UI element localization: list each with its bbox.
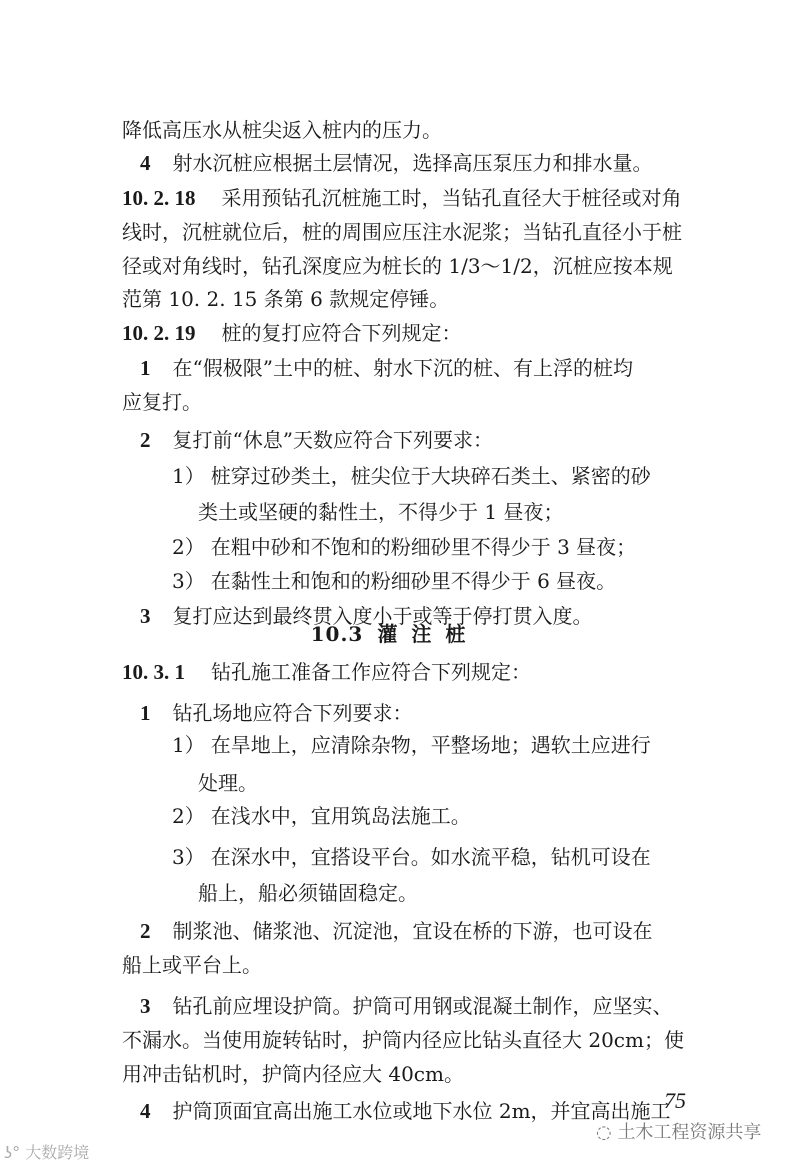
line-text: 桩穿过砂类土，桩尖位于大块碎石类土、紧密的砂	[210, 464, 651, 488]
line-text: 船上或平台上。	[122, 953, 262, 977]
item-number: 2	[140, 919, 151, 943]
wechat-icon: ◌	[596, 1122, 618, 1143]
text-line	[140, 150, 653, 176]
item-number: 3）	[172, 569, 205, 593]
clause-line	[122, 659, 531, 685]
line-text: 钻孔场地应符合下列要求：	[172, 701, 413, 725]
line-text: 在旱地上，应清除杂物，平整场地；遇软土应进行	[210, 733, 651, 757]
text-line	[140, 427, 493, 453]
line-text: 射水沉桩应根据土层情况，选择高压泵压力和排水量。	[172, 151, 653, 175]
line-text: 采用预钻孔沉桩施工时，当钻孔直径大于桩径或对角	[221, 186, 682, 210]
line-text: 径或对角线时，钻孔深度应为桩长的 1/3～1/2，沉桩应按本规	[122, 254, 673, 278]
line-text: 在深水中，宜搭设平台。如水流平稳，钻机可设在	[210, 845, 651, 869]
text-line	[172, 732, 651, 758]
item-number: 1）	[172, 464, 205, 488]
line-text: 复打前“休息”天数应符合下列要求：	[172, 428, 493, 452]
item-number: 10. 2. 18	[122, 186, 196, 210]
item-number: 2）	[172, 535, 205, 559]
text-line	[140, 700, 413, 726]
item-number: 2）	[172, 804, 205, 828]
line-text: 护筒顶面宜高出施工水位或地下水位 2m，并宜高出施工	[172, 1099, 671, 1123]
line-text: 钻孔前应埋设护筒。护筒可用钢或混凝土制作，应坚实、	[172, 994, 673, 1018]
item-number: 2	[140, 428, 151, 452]
text-line	[198, 499, 563, 525]
section-heading	[0, 618, 790, 647]
item-number: 10. 3. 1	[122, 660, 185, 684]
text-line	[172, 463, 651, 489]
line-text: 在“假极限”土中的桩、射水下沉的桩、有上浮的桩均	[172, 356, 633, 380]
text-line	[198, 880, 418, 906]
line-text: 在浅水中，宜用筑岛法施工。	[210, 804, 471, 828]
item-number: 4	[140, 151, 151, 175]
text-line	[140, 918, 653, 944]
item-number: 3）	[172, 845, 205, 869]
logo-icon: ʖ°	[4, 1143, 26, 1162]
text-line	[122, 117, 442, 143]
line-text: 用冲击钻机时，护筒内径应大 40cm。	[122, 1062, 464, 1086]
item-number: 10. 2. 19	[122, 321, 196, 345]
item-number: 1	[140, 356, 151, 380]
item-number: 3	[140, 994, 151, 1018]
text-line	[172, 844, 651, 870]
line-text: 线时，沉桩就位后，桩的周围应压注水泥浆；当钻孔直径小于桩	[122, 220, 682, 244]
line-text: 降低高压水从桩尖返入桩内的压力。	[122, 118, 442, 142]
line-text: 在黏性土和饱和的粉细砂里不得少于 6 昼夜。	[210, 569, 617, 593]
line-text: 在粗中砂和不饱和的粉细砂里不得少于 3 昼夜；	[210, 535, 637, 559]
line-text: 复打应达到最终贯入度小于或等于停打贯入度。	[172, 604, 593, 628]
line-text: 范第 10. 2. 15 条第 6 款规定停锤。	[122, 287, 450, 311]
text-line	[122, 952, 262, 978]
text-line	[122, 286, 449, 312]
watermark-logo: ʖ° 大数跨境	[4, 1143, 90, 1162]
section-number: 10.3	[310, 622, 364, 646]
clause-line	[122, 320, 462, 346]
text-line	[122, 389, 202, 415]
item-number: 1）	[172, 733, 205, 757]
line-text: 制浆池、储浆池、沉淀池，宜设在桥的下游，也可设在	[172, 919, 653, 943]
page-number: 75	[664, 1088, 686, 1113]
line-text: 不漏水。当使用旋转钻时，护筒内径应比钻头直径大 20cm；使	[122, 1028, 684, 1052]
line-text: 钻孔施工准备工作应符合下列规定：	[211, 660, 531, 684]
text-line	[140, 993, 673, 1019]
text-line	[172, 534, 636, 560]
line-text: 桩的复打应符合下列规定：	[221, 321, 462, 345]
section-title: 灌注桩	[377, 622, 480, 646]
text-line	[122, 1061, 464, 1087]
text-line	[198, 770, 258, 796]
text-line	[122, 1027, 684, 1053]
item-number: 3	[140, 604, 151, 628]
line-text: 处理。	[198, 771, 258, 795]
text-line	[140, 1098, 671, 1124]
line-text: 船上，船必须锚固稳定。	[198, 881, 418, 905]
text-line	[140, 355, 633, 381]
text-line	[122, 253, 673, 279]
line-text: 类土或坚硬的黏性土，不得少于 1 昼夜；	[198, 500, 564, 524]
text-line	[172, 568, 616, 594]
text-line	[172, 803, 471, 829]
clause-line	[122, 185, 682, 211]
watermark-wechat: ◌ 土木工程资源共享	[596, 1122, 762, 1143]
text-line	[122, 219, 682, 245]
line-text: 应复打。	[122, 390, 202, 414]
item-number: 4	[140, 1099, 151, 1123]
item-number: 1	[140, 701, 151, 725]
